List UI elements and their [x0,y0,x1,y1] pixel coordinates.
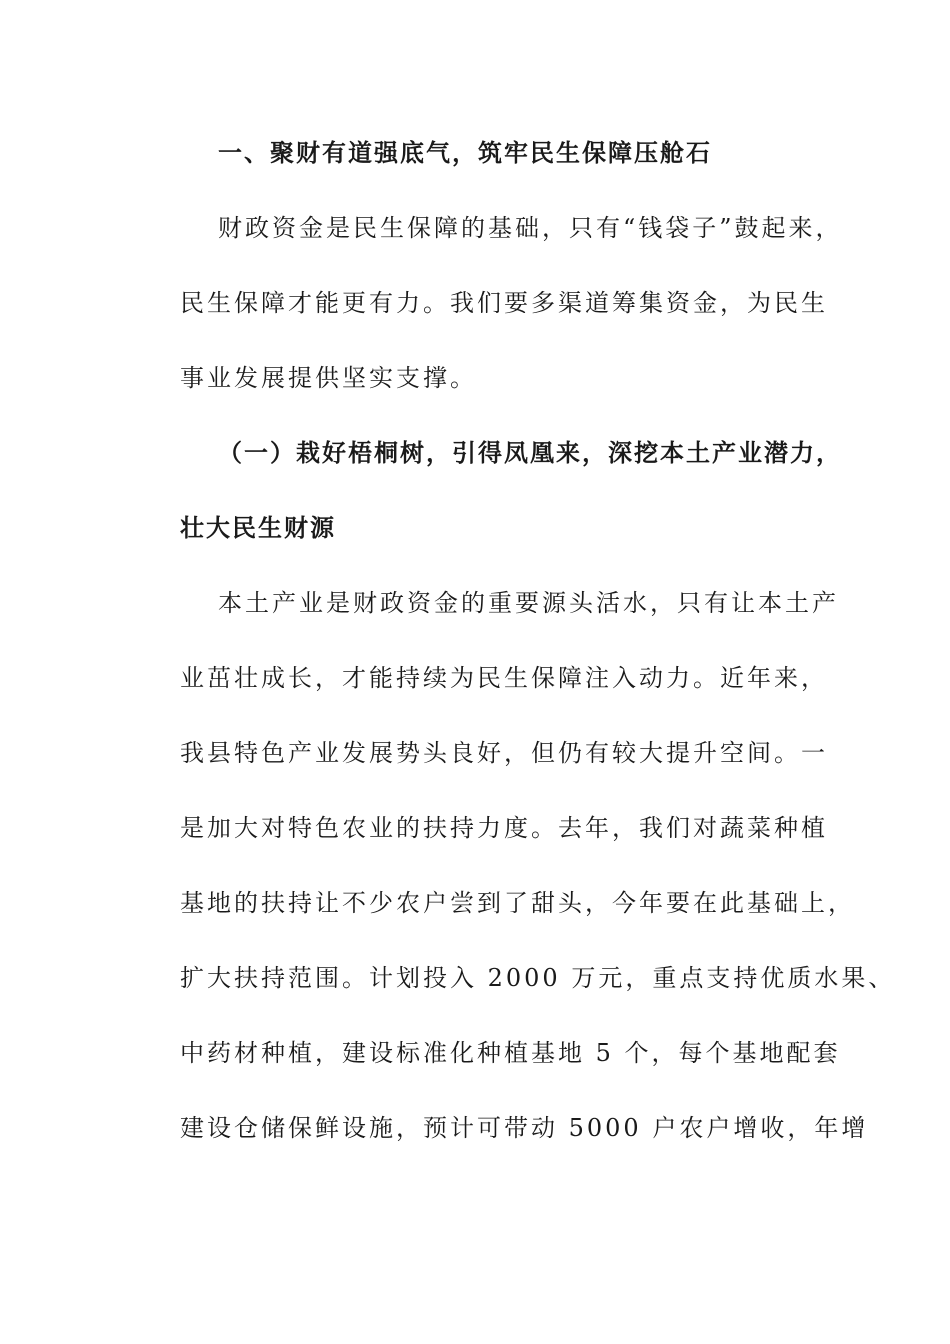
subsection-heading: （一）栽好梧桐树，引得凤凰来，深挖本土产业潜力， [218,438,842,467]
paragraph-line: 民生保障才能更有力。我们要多渠道筹集资金，为民生 [180,289,828,317]
paragraph-line: 财政资金是民生保障的基础，只有“钱袋子”鼓起来， [218,214,843,242]
paragraph-line: 业茁壮成长，才能持续为民生保障注入动力。近年来， [180,664,828,692]
paragraph-line: 中药材种植，建设标准化种植基地 5 个，每个基地配套 [180,1039,841,1067]
paragraph-line: 本土产业是财政资金的重要源头活水，只有让本土产 [218,589,839,617]
paragraph-line: 基地的扶持让不少农户尝到了甜头，今年要在此基础上， [180,889,855,917]
section-heading: 一、聚财有道强底气，筑牢民生保障压舱石 [218,138,712,167]
paragraph-line: 是加大对特色农业的扶持力度。去年，我们对蔬菜种植 [180,814,828,842]
paragraph-line: 建设仓储保鲜设施，预计可带动 5000 户农户增收，年增 [180,1114,869,1142]
paragraph-line: 扩大扶持范围。计划投入 2000 万元，重点支持优质水果、 [180,964,896,992]
paragraph-line: 我县特色产业发展势头良好，但仍有较大提升空间。一 [180,739,828,767]
paragraph-line: 事业发展提供坚实支撑。 [180,364,477,392]
subsection-heading: 壮大民生财源 [180,513,336,542]
